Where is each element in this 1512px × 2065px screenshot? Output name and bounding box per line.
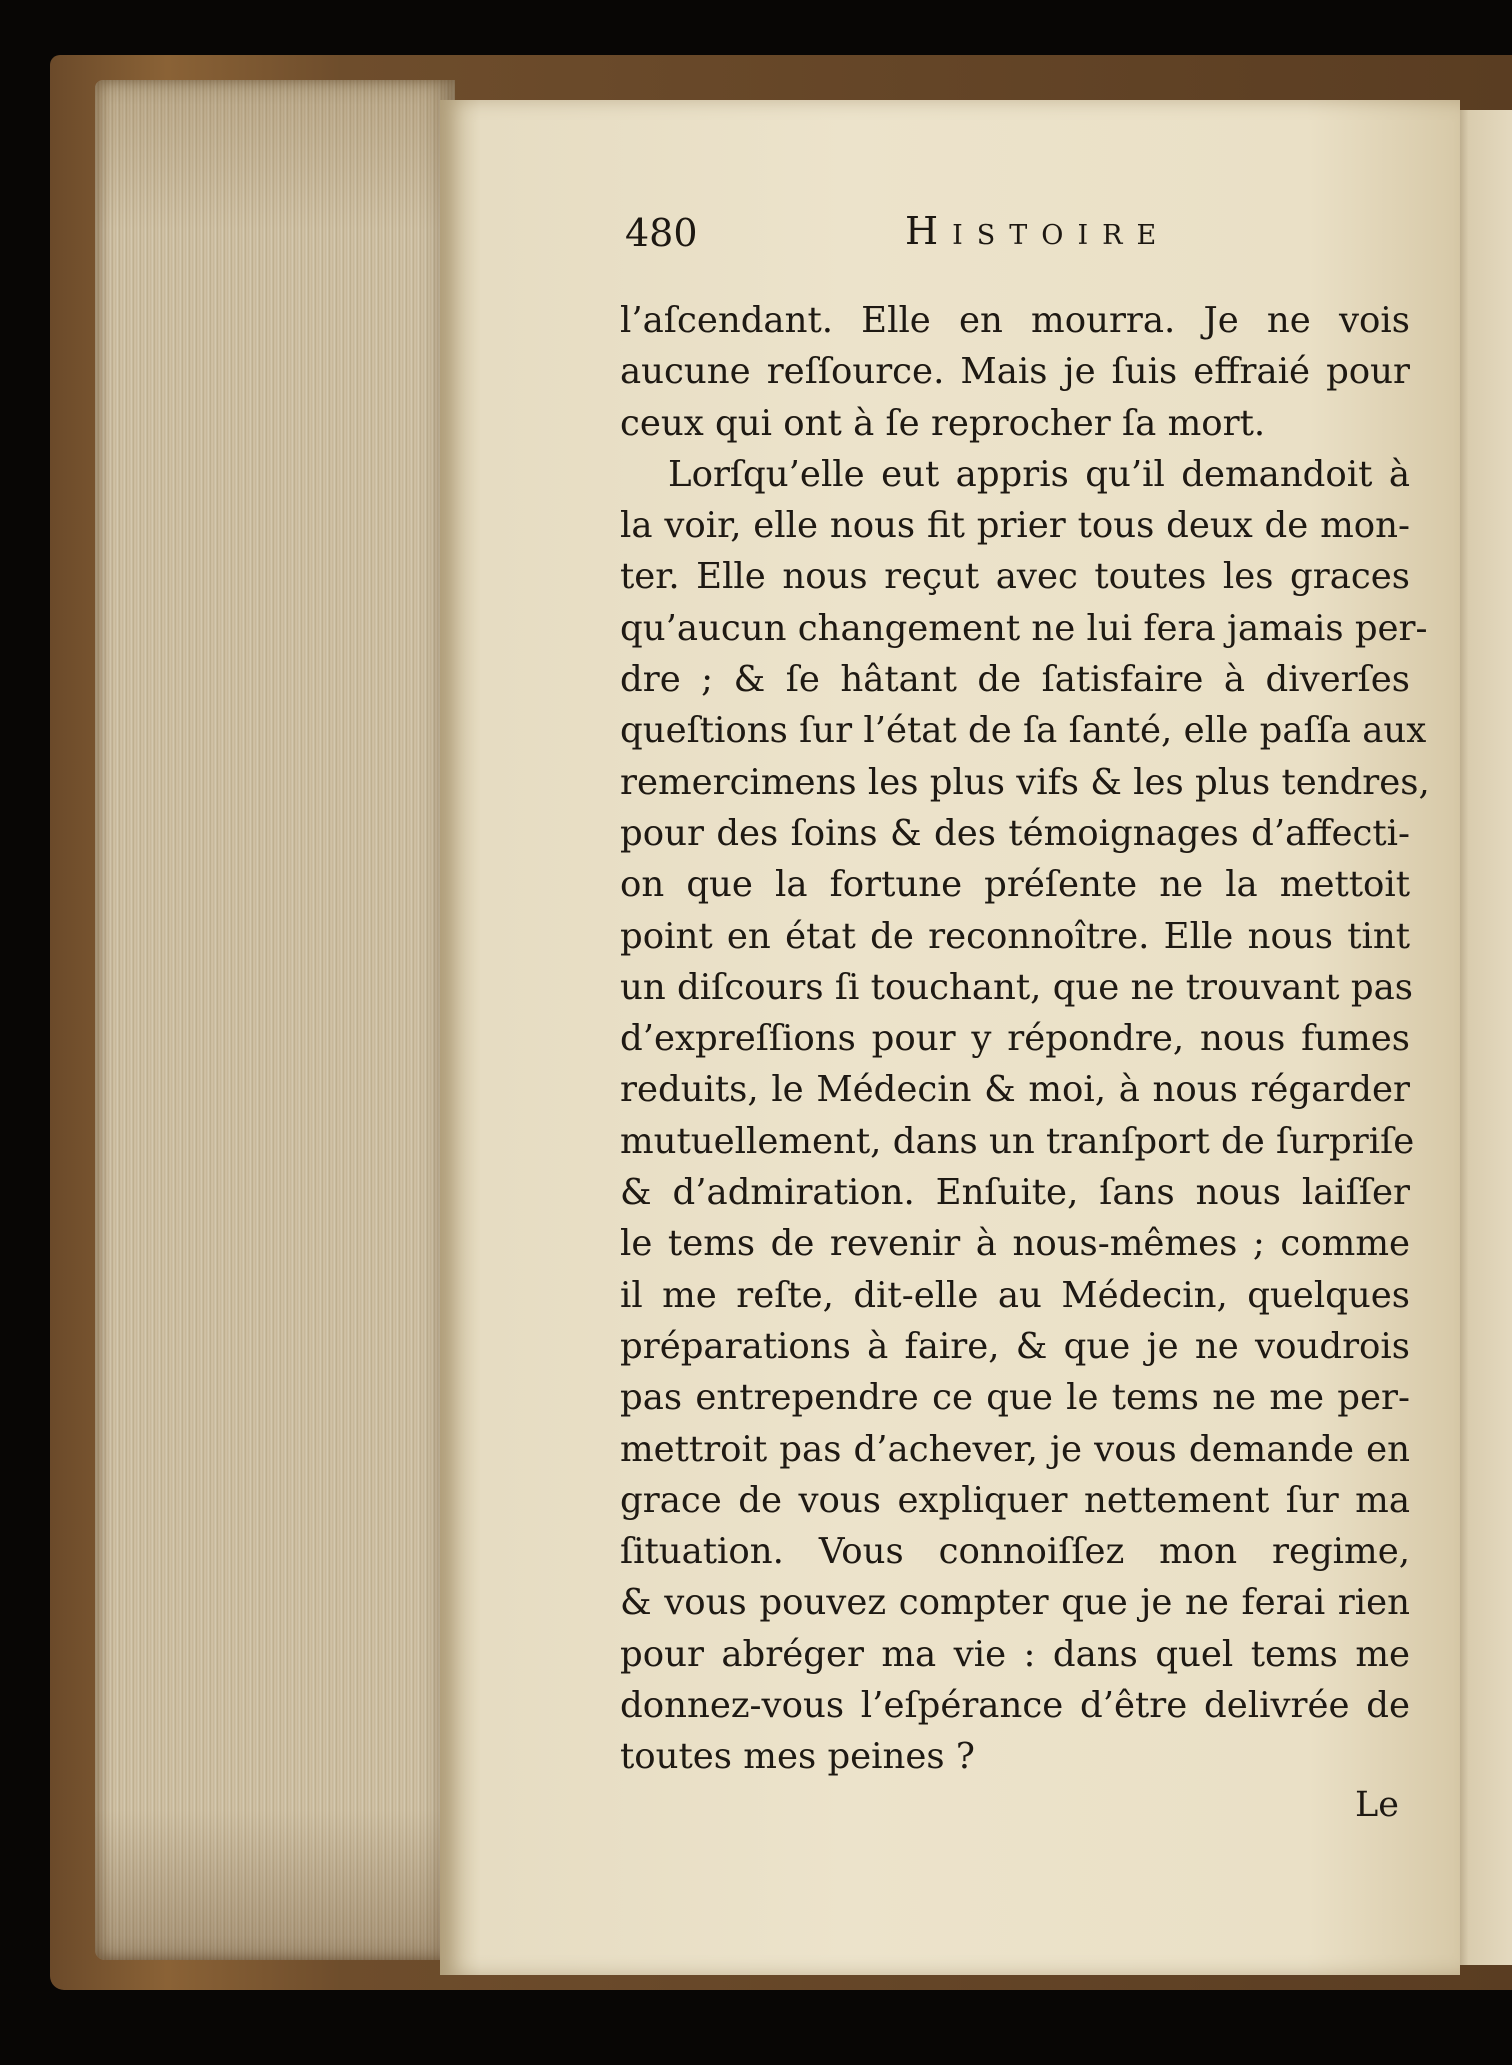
text-line: donnez-vous l’eſpérance d’être delivrée de bbox=[620, 1685, 1410, 1727]
text-line: mettroit pas d’achever, je vous demande en bbox=[620, 1428, 1410, 1470]
text-line: grace de vous expliquer nettement ſur ma bbox=[620, 1479, 1410, 1521]
text-line: on que la fortune préſente ne la mettoit bbox=[620, 864, 1410, 906]
catchword: Le bbox=[1355, 1785, 1399, 1825]
text-line: & vous pouvez compter que je ne ferai rien bbox=[620, 1582, 1410, 1624]
text-line: & d’admiration. Enſuite, ſans nous laiſſer bbox=[620, 1172, 1410, 1214]
text-line: Lorſqu’elle eut appris qu’il demandoit à bbox=[668, 453, 1410, 495]
text-line: qu’aucun changement ne lui fera jamais per- bbox=[620, 607, 1428, 649]
text-line: dre ; & ſe hâtant de ſatisfaire à diverſes bbox=[620, 659, 1410, 701]
text-line: l’aſcendant. Elle en mourra. Je ne vois bbox=[620, 300, 1410, 341]
text-line: queſtions ſur l’état de ſa ſanté, elle paſſa aux bbox=[620, 710, 1427, 752]
text-line: aucune reſſource. Mais je ſuis effraié pour bbox=[620, 351, 1410, 393]
text-line: pour abréger ma vie : dans quel tems me bbox=[620, 1633, 1410, 1675]
text-line: toutes mes peines ? bbox=[620, 1736, 975, 1778]
text-line: remercimens les plus vifs & les plus tendres, bbox=[620, 761, 1430, 803]
text-line: pour des ſoins & des témoignages d’affecti- bbox=[620, 812, 1410, 854]
text-line: ſituation. Vous connoiſſez mon regime, bbox=[620, 1531, 1410, 1573]
text-line: il me reſte, dit-elle au Médecin, quelques bbox=[620, 1274, 1410, 1316]
page-header bbox=[625, 205, 1185, 265]
text-line: la voir, elle nous fit prier tous deux de mon- bbox=[620, 505, 1410, 547]
page-edges bbox=[95, 80, 455, 1960]
text-line: le tems de revenir à nous-mêmes ; comme bbox=[620, 1223, 1410, 1265]
text-line: pas entrependre ce que le tems ne me per- bbox=[620, 1377, 1410, 1419]
text-line: reduits, le Médecin & moi, à nous régarder bbox=[620, 1069, 1410, 1111]
text-line: d’expreſſions pour y répondre, nous fumes bbox=[620, 1018, 1410, 1060]
running-head: Histoire bbox=[905, 209, 1171, 253]
text-line: mutuellement, dans un tranſport de ſurpriſe bbox=[620, 1120, 1415, 1162]
page-number: 480 bbox=[625, 211, 698, 255]
body-text bbox=[620, 295, 1430, 1783]
text-line: un diſcours ſi touchant, que ne trouvant pas bbox=[620, 966, 1413, 1008]
text-line: ceux qui ont à ſe reprocher ſa mort. bbox=[620, 402, 1266, 444]
text-line: préparations à faire, & que je ne voudrois bbox=[620, 1325, 1410, 1367]
text-line: ter. Elle nous reçut avec toutes les graces bbox=[620, 556, 1410, 598]
text-line: point en état de reconnoître. Elle nous tint bbox=[620, 915, 1410, 957]
